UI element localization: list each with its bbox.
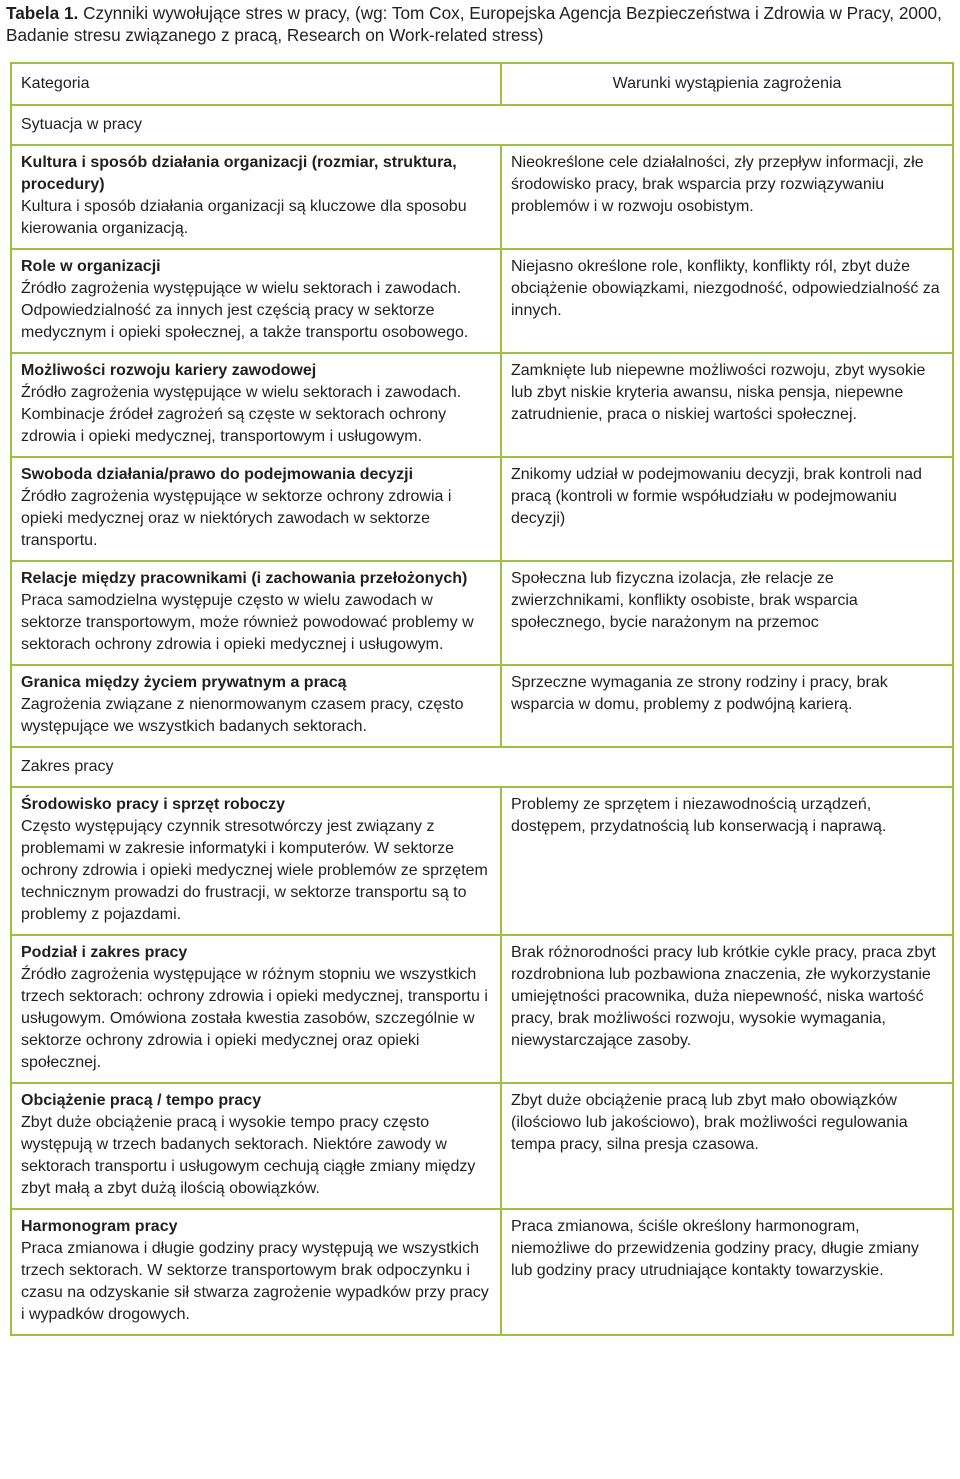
table-row — [11, 145, 953, 249]
category-title: Środowisko pracy i sprzęt roboczy — [21, 796, 286, 813]
table-row — [11, 457, 953, 561]
category-title: Swoboda działania/prawo do podejmowania decyzji — [21, 466, 414, 483]
category-title: Harmonogram pracy — [21, 1218, 178, 1235]
category-description: Źródło zagrożenia występujące w wielu sektorach i zawodach. Kombinacje źródeł zagrożeń są częste w sektorach ochrony zdrowia i opieki medycznej, transportowym i usługowym. — [21, 384, 462, 445]
header-conditions: Warunki wystąpienia zagrożenia — [501, 63, 953, 105]
conditions-text: Społeczna lub fizyczna izolacja, złe relacje ze zwierzchnikami, konflikty osobiste, brak wsparcia społecznego, bycie narażonym na przemoc — [511, 570, 858, 631]
section-title: Zakres pracy — [11, 747, 953, 787]
category-description: Zbyt duże obciążenie pracą i wysokie tempo pracy często występują w trzech badanych sektorach. Niektóre zawody w sektorach transportu i usługowym cechują ciągłe zmiany między zbyt małą a zbyt dużą ilością obowiązków. — [21, 1114, 476, 1197]
category-cell — [11, 249, 501, 353]
category-description: Źródło zagrożenia występujące w sektorze ochrony zdrowia i opieki medycznej oraz w niektórych zawodach w sektorze transportu. — [21, 488, 452, 549]
table-row — [11, 935, 953, 1083]
section-row — [11, 105, 953, 145]
category-cell — [11, 353, 501, 457]
category-cell — [11, 145, 501, 249]
table-row — [11, 1209, 953, 1335]
table-row — [11, 665, 953, 747]
category-cell — [11, 1083, 501, 1209]
table-row — [11, 787, 953, 935]
conditions-text: Brak różnorodności pracy lub krótkie cykle pracy, praca zbyt rozdrobniona lub pozbawiona znaczenia, złe wykorzystanie umiejętności pracownika, duża niepewność, niska wartość pracy, brak możliwości rozwoju, wysokie wymagania, niewystarczające zasoby. — [511, 944, 936, 1049]
conditions-cell — [501, 353, 953, 457]
conditions-text: Niejasno określone role, konflikty, konflikty ról, zbyt duże obciążenie obowiązkami, niezgodność, odpowiedzialność za innych. — [511, 258, 940, 319]
category-cell — [11, 935, 501, 1083]
category-description: Kultura i sposób działania organizacji są kluczowe dla sposobu kierowania organizacją. — [21, 198, 467, 237]
header-category: Kategoria — [11, 63, 501, 105]
conditions-cell — [501, 457, 953, 561]
section-row — [11, 747, 953, 787]
table-caption — [6, 2, 954, 46]
category-cell — [11, 561, 501, 665]
table-row — [11, 1083, 953, 1209]
category-description: Zagrożenia związane z nienormowanym czasem pracy, często występujące we wszystkich badanych sektorach. — [21, 696, 464, 735]
table-row — [11, 561, 953, 665]
conditions-cell — [501, 145, 953, 249]
conditions-cell — [501, 249, 953, 353]
conditions-cell — [501, 665, 953, 747]
caption-text: Czynniki wywołujące stres w pracy, (wg: Tom Cox, Europejska Agencja Bezpieczeństwa i Zdrowia w Pracy, 2000, Badanie stresu związanego z pracą, Research on Work-related stress) — [6, 3, 942, 45]
table-row — [11, 249, 953, 353]
category-cell — [11, 787, 501, 935]
conditions-text: Nieokreślone cele działalności, zły przepływ informacji, złe środowisko pracy, brak wsparcia przy rozwiązywaniu problemów i w rozwoju osobistym. — [511, 154, 924, 215]
category-description: Źródło zagrożenia występujące w różnym stopniu we wszystkich trzech sektorach: ochrony zdrowia i opieki medycznej, transportu i usługowym. Omówiona została kwestia zasobów, szczególnie w sektorze ochrony zdrowia i opieki medycznej oraz opieki społecznej. — [21, 966, 488, 1071]
category-title: Podział i zakres pracy — [21, 944, 188, 961]
category-description: Praca zmianowa i długie godziny pracy występują we wszystkich trzech sektorach. W sektorze transportowym brak odpoczynku i czasu na odzyskanie sił stwarza zagrożenie wypadków przy pracy i wypadków drogowych. — [21, 1240, 489, 1323]
caption-label: Tabela 1. — [6, 3, 79, 23]
category-description: Często występujący czynnik stresotwórczy jest związany z problemami w zakresie informatyki i komputerów. W sektorze ochrony zdrowia i opieki medycznej wiele problemów ze sprzętem technicznym prowadzi do frustracji, w sektorze transportu są to problemy z pojazdami. — [21, 818, 488, 923]
conditions-cell — [501, 561, 953, 665]
conditions-cell — [501, 935, 953, 1083]
conditions-cell — [501, 787, 953, 935]
conditions-text: Zbyt duże obciążenie pracą lub zbyt mało obowiązków (ilościowo lub jakościowo), brak możliwości regulowania tempa pracy, silna presja czasowa. — [511, 1092, 908, 1153]
conditions-text: Zamknięte lub niepewne możliwości rozwoju, zbyt wysokie lub zbyt niskie kryteria awansu, niska pensja, niepewne zatrudnienie, praca o niskiej wartości społecznej. — [511, 362, 926, 423]
conditions-text: Praca zmianowa, ściśle określony harmonogram, niemożliwe do przewidzenia godziny pracy, długie zmiany lub godziny pracy utrudniające kontakty towarzyskie. — [511, 1218, 919, 1279]
conditions-text: Problemy ze sprzętem i niezawodnością urządzeń, dostępem, przydatnością lub konserwacją i naprawą. — [511, 796, 887, 835]
section-title: Sytuacja w pracy — [11, 105, 953, 145]
category-description: Praca samodzielna występuje często w wielu zawodach w sektorze transportowym, może również powodować problemy w sektorach ochrony zdrowia i opieki medycznej i usługowym. — [21, 592, 474, 653]
category-cell — [11, 665, 501, 747]
conditions-text: Sprzeczne wymagania ze strony rodziny i pracy, brak wsparcia w domu, problemy z podwójną karierą. — [511, 674, 888, 713]
table-header-row — [11, 63, 953, 105]
category-title: Relacje między pracownikami (i zachowania przełożonych) — [21, 570, 468, 587]
category-cell — [11, 457, 501, 561]
category-title: Kultura i sposób działania organizacji (rozmiar, struktura, procedury) — [21, 154, 457, 193]
category-title: Obciążenie pracą / tempo pracy — [21, 1092, 262, 1109]
category-title: Granica między życiem prywatnym a pracą — [21, 674, 347, 691]
category-cell — [11, 1209, 501, 1335]
conditions-text: Znikomy udział w podejmowaniu decyzji, brak kontroli nad pracą (kontroli w formie współudziału w podejmowaniu decyzji) — [511, 466, 922, 527]
table-row — [11, 353, 953, 457]
category-title: Możliwości rozwoju kariery zawodowej — [21, 362, 317, 379]
conditions-cell — [501, 1209, 953, 1335]
conditions-cell — [501, 1083, 953, 1209]
category-title: Role w organizacji — [21, 258, 161, 275]
stress-factors-table — [10, 62, 954, 1336]
category-description: Źródło zagrożenia występujące w wielu sektorach i zawodach. Odpowiedzialność za innych jest częścią pracy w sektorze medycznym i opieki społecznej, a także transportu osobowego. — [21, 280, 469, 341]
